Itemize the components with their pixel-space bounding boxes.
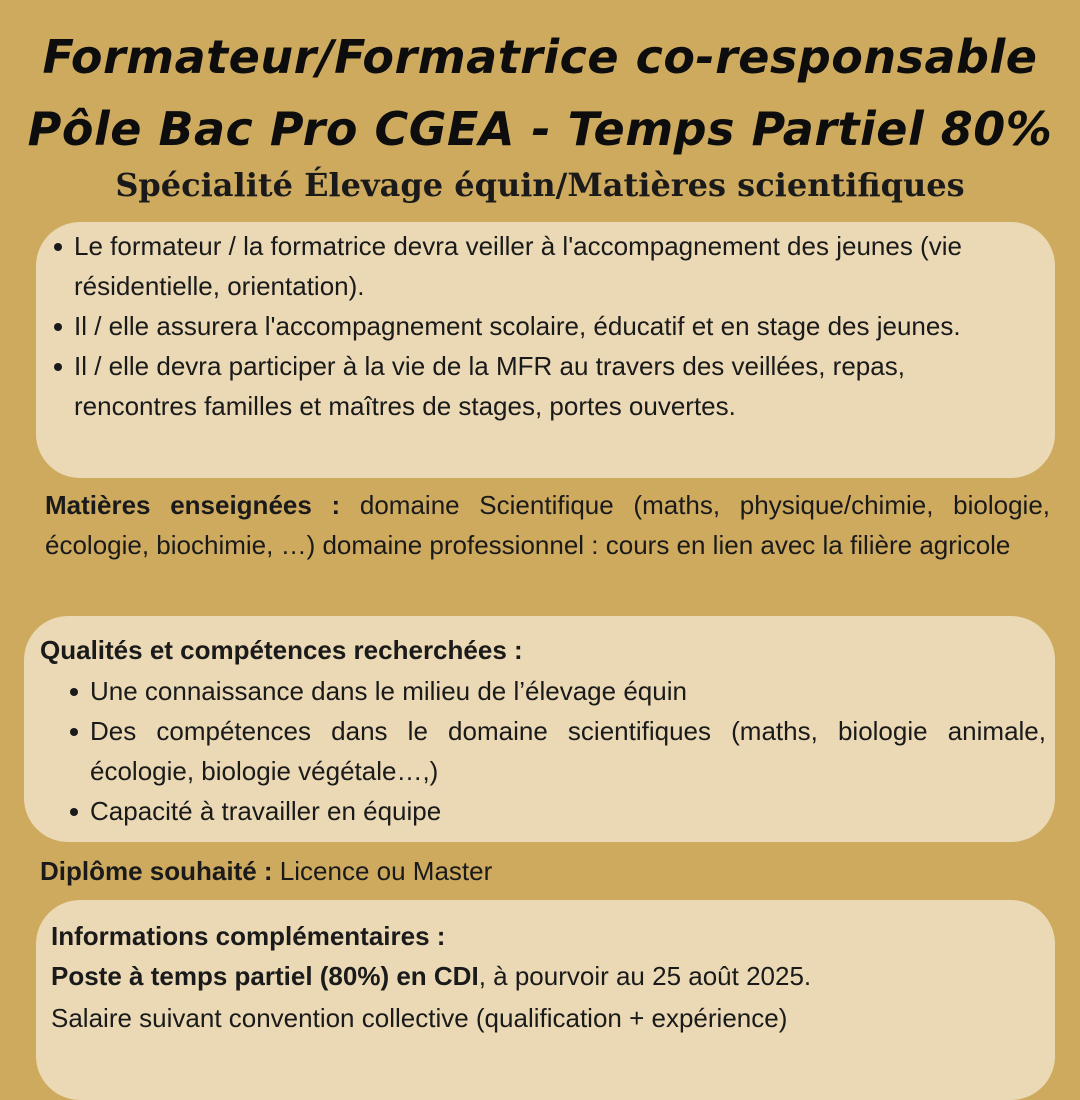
missions-list — [74, 226, 1034, 426]
qualites-heading: Qualités et compétences recherchées : — [40, 635, 523, 665]
diplome-line — [40, 851, 1040, 891]
qualites-list — [90, 671, 1046, 831]
poste-bold: Poste à temps partiel (80%) en CDI — [51, 961, 479, 991]
diplome-text: Licence ou Master — [272, 856, 493, 886]
title-line-2: Pôle Bac Pro CGEA - Temps Partiel 80% — [27, 102, 1053, 156]
informations-heading: Informations complémentaires : — [51, 921, 446, 951]
matieres-paragraph — [45, 485, 1050, 565]
poste-line — [51, 956, 1041, 996]
list-item: Il / elle assurera l'accompagnement scolaire, éducatif et en stage des jeunes. — [74, 306, 1034, 346]
salaire-line: Salaire suivant convention collective (qualification + expérience) — [51, 1003, 788, 1033]
list-item: Capacité à travailler en équipe — [90, 791, 1046, 831]
list-item: Il / elle devra participer à la vie de la MFR au travers des veillées, repas, rencontres familles et maîtres de stages, portes ouvertes. — [74, 346, 1034, 426]
list-item: Le formateur / la formatrice devra veiller à l'accompagnement des jeunes (vie résidentielle, orientation). — [74, 226, 1034, 306]
list-item: Des compétences dans le domaine scientifiques (maths, biologie animale, écologie, biologie végétale…,) — [90, 711, 1046, 791]
subtitle: Spécialité Élevage équin/Matières scientifiques — [115, 166, 965, 204]
matieres-label: Matières enseignées : — [45, 490, 341, 520]
matieres-text: domaine Scientifique (maths, physique/chimie, biologie, écologie, biochimie, …) domaine professionnel : cours en lien avec la filière agricole — [45, 490, 1051, 560]
diplome-label: Diplôme souhaité : — [40, 856, 273, 886]
poste-text: , à pourvoir au 25 août 2025. — [478, 961, 812, 991]
list-item: Une connaissance dans le milieu de l’élevage équin — [90, 671, 1046, 711]
title-line-1: Formateur/Formatrice co-responsable — [42, 30, 1038, 84]
